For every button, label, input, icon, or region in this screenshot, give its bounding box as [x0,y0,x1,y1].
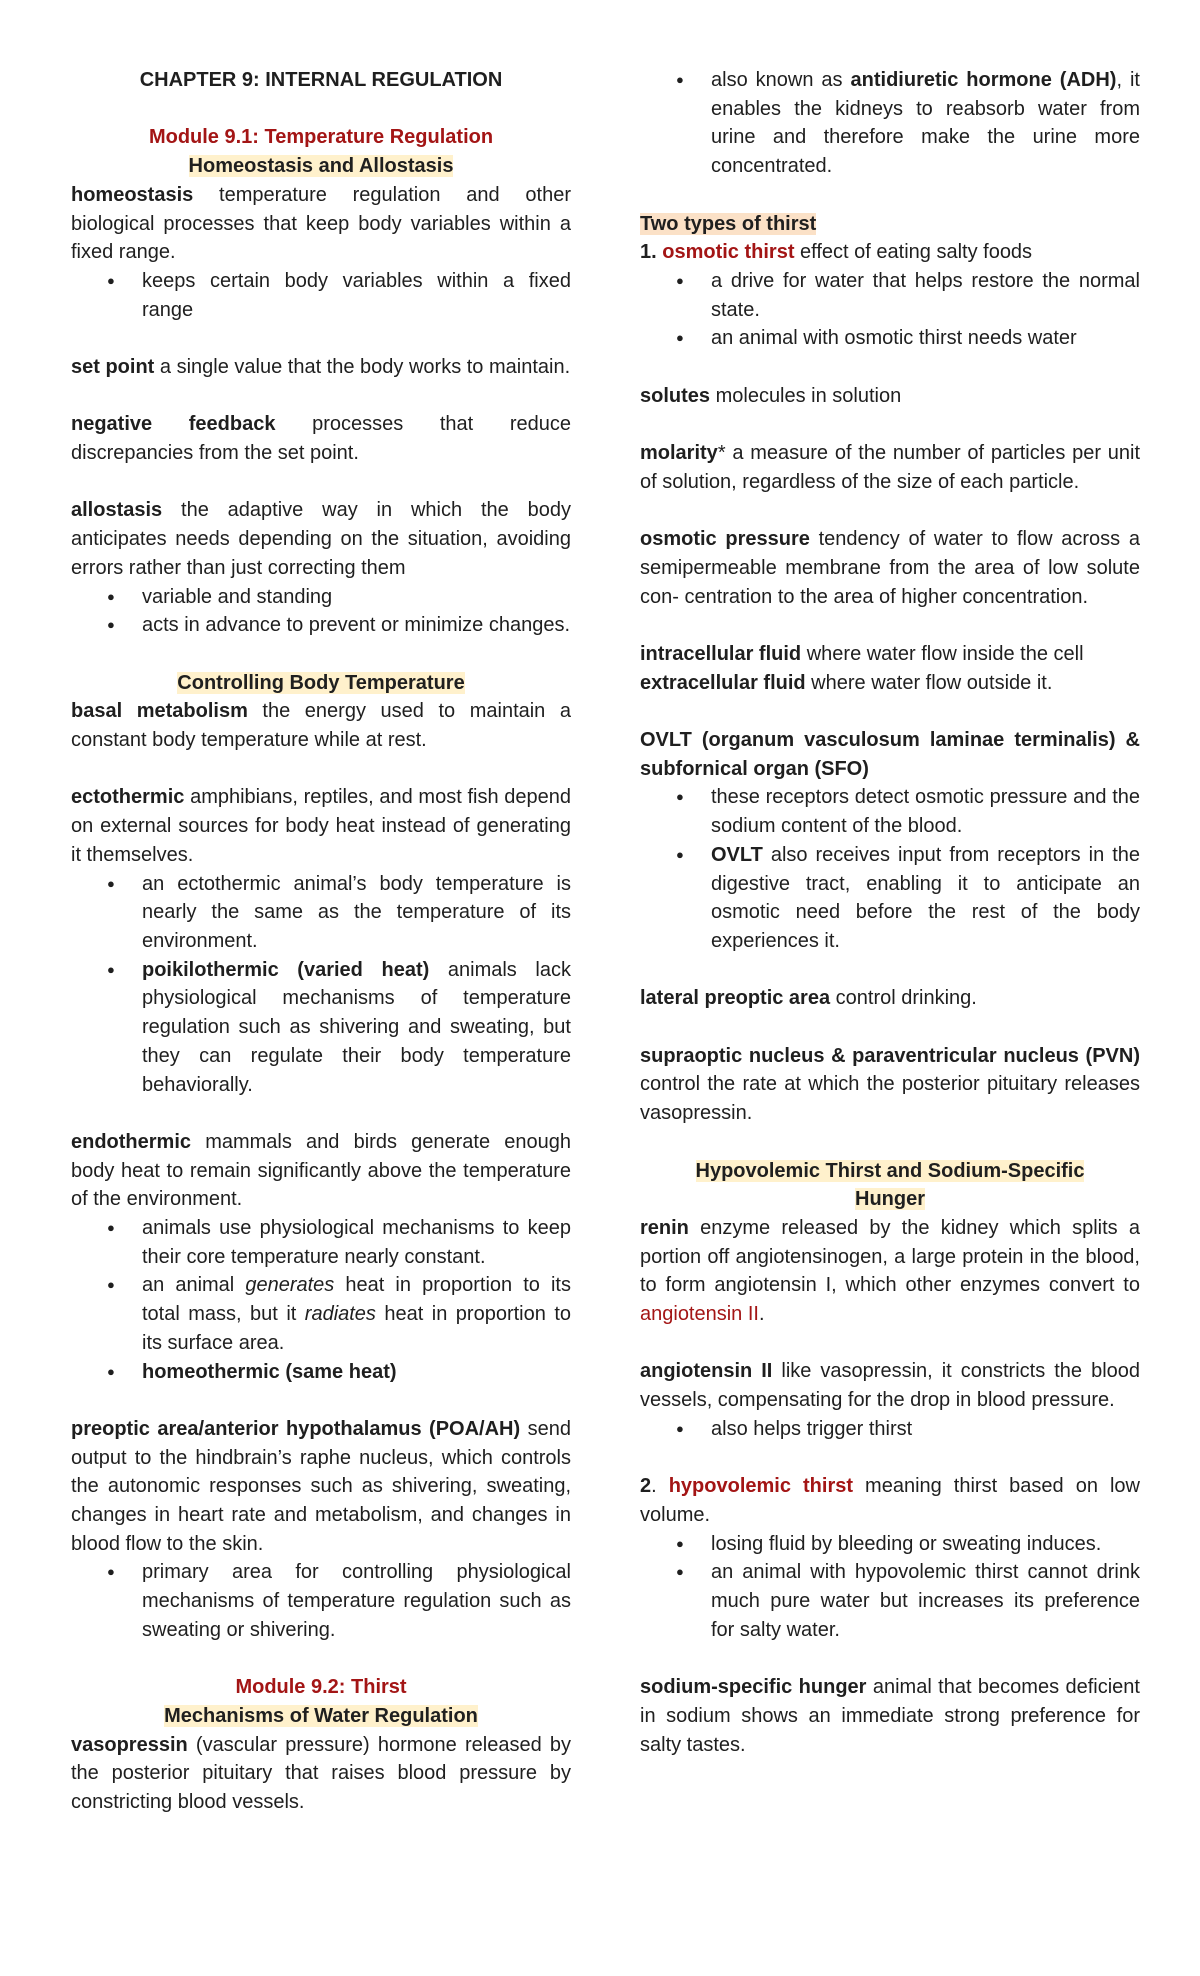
bullet-item: ● poikilothermic (varied heat) animals lack physiological mechanisms of temperature regulation such as shivering and sweating, but they can regulate their body temperature behaviorally. [71,956,571,1100]
bullet-item: ● primary area for controlling physiological mechanisms of temperature regulation such as sweating or shivering. [71,1558,571,1644]
definition-sodium-specific-hunger: sodium-specific hunger animal that becomes deficient in sodium shows an immediate strong preference for salty tastes. [640,1676,1140,1756]
bullet-item: ● animals use physiological mechanisms to keep their core temperature nearly constant. [71,1214,571,1271]
definition-intracellular-fluid: intracellular fluid where water flow inside the cell [640,642,1084,665]
definition-hypovolemic-thirst: 2. hypovolemic thirst meaning thirst based on low volume. [640,1475,1140,1526]
definition-homeostasis: homeostasis temperature regulation and other biological processes that keep body variables within a fixed range. [71,183,571,264]
definition-angiotensin-ii: angiotensin II like vasopressin, it constricts the blood vessels, compensating for the drop in blood pressure. [640,1360,1141,1412]
bullet-item: ● an animal with osmotic thirst needs water [640,324,1140,353]
bullet-list [640,1530,1140,1645]
bullet-item: ● OVLT also receives input from receptors in the digestive tract, enabling it to anticipate an osmotic need before the rest of the body experiences it. [640,841,1140,956]
bullet-list [71,1558,571,1644]
bullet-list [71,583,571,640]
definition-poa-ah: preoptic area/anterior hypothalamus (POA/AH) send output to the hindbrain’s raphe nucleus, which controls the autonomic responses such as shivering, sweating, changes in heart rate and metabolism, and changes in blood flow to the skin. [71,1417,571,1555]
module-title-9-1: Module 9.1: Temperature Regulation [148,126,494,149]
definition-ovlt-sfo: OVLT (organum vasculosum laminae terminalis) & subfornical organ (SFO) [640,729,1140,780]
definition-renin: renin enzyme released by the kidney which splits a portion off angiotensinogen, a large protein in the blood, to form angiotensin I, which other enzymes convert to angiotensin II. [640,1216,1140,1326]
bullet-list [640,1415,1140,1444]
definition-set-point: set point a single value that the body works to maintain. [71,356,571,378]
definition-vasopressin: vasopressin (vascular pressure) hormone released by the posterior pituitary that raises blood pressure by constricting blood vessels. [71,1733,571,1814]
bullet-item: ● an animal with hypovolemic thirst cannot drink much pure water but increases its preference for salty water. [640,1558,1140,1644]
chapter-title: CHAPTER 9: INTERNAL REGULATION [139,69,503,91]
bullet-item: ● these receptors detect osmotic pressure and the sodium content of the blood. [640,783,1140,840]
bullet-item: ● variable and standing [71,583,571,612]
definition-allostasis: allostasis the adaptive way in which the body anticipates needs depending on the situation, avoiding errors rather than just correcting them [71,499,571,579]
section-heading-controlling-body-temperature: Controlling Body Temperature [177,671,465,694]
section-heading-hypovolemic-thirst: Hypovolemic Thirst and Sodium-Specific Hunger [695,1159,1085,1211]
definition-basal-metabolism: basal metabolism the energy used to maintain a constant body temperature while at rest. [71,700,572,752]
bullet-item: ● acts in advance to prevent or minimize changes. [71,611,571,640]
bullet-item: ● an animal generates heat in proportion to its total mass, but it radiates heat in proportion to its surface area. [71,1271,571,1357]
definition-osmotic-pressure: osmotic pressure tendency of water to flow across a semipermeable membrane from the area of low solute con- centration to the area of higher concentration. [640,528,1140,608]
right-column [640,66,1140,1759]
section-heading-two-types-of-thirst: Two types of thirst [640,212,817,235]
left-column [71,66,571,1817]
bullet-item-adh: ● also known as antidiuretic hormone (ADH), it enables the kidneys to reabsorb water from urine and therefore make the urine more concentrated. [640,66,1140,181]
bullet-item: ● keeps certain body variables within a fixed range [71,267,571,324]
bullet-list [71,1214,571,1386]
bullet-list [71,267,571,324]
definition-endothermic: endothermic mammals and birds generate enough body heat to remain significantly above the temperature of the environment. [71,1130,571,1211]
bullet-item: ● an ectothermic animal’s body temperature is nearly the same as the temperature of its environment. [71,870,571,956]
bullet-item: ● losing fluid by bleeding or sweating induces. [640,1530,1140,1559]
definition-lateral-preoptic-area: lateral preoptic area control drinking. [640,987,977,1010]
bullet-list [640,66,1140,181]
definition-supraoptic-pvn: supraoptic nucleus & paraventricular nucleus (PVN) control the rate at which the posterior pituitary releases vasopressin. [640,1044,1140,1125]
bullet-item: ● homeothermic (same heat) [71,1358,571,1387]
bullet-list [640,267,1140,353]
bullet-item: ● a drive for water that helps restore the normal state. [640,267,1140,324]
definition-extracellular-fluid: extracellular fluid where water flow outside it. [640,671,1053,694]
definition-ectothermic: ectothermic amphibians, reptiles, and most fish depend on external sources for body heat instead of generating it themselves. [71,786,571,866]
bullet-list [71,870,571,1100]
section-heading-water-regulation: Mechanisms of Water Regulation [164,1704,478,1727]
definition-molarity: molarity* a measure of the number of particles per unit of solution, regardless of the size of each particle. [640,442,1140,493]
module-title-9-2: Module 9.2: Thirst [235,1676,407,1699]
definition-solutes: solutes molecules in solution [640,384,902,407]
section-heading-homeostasis: Homeostasis and Allostasis [188,155,454,178]
bullet-list [640,783,1140,955]
definition-osmotic-thirst: 1. osmotic thirst effect of eating salty foods [640,241,1033,264]
bullet-item: ● also helps trigger thirst [640,1415,1140,1444]
definition-negative-feedback: negative feedback processes that reduce discrepancies from the set point. [71,413,571,465]
